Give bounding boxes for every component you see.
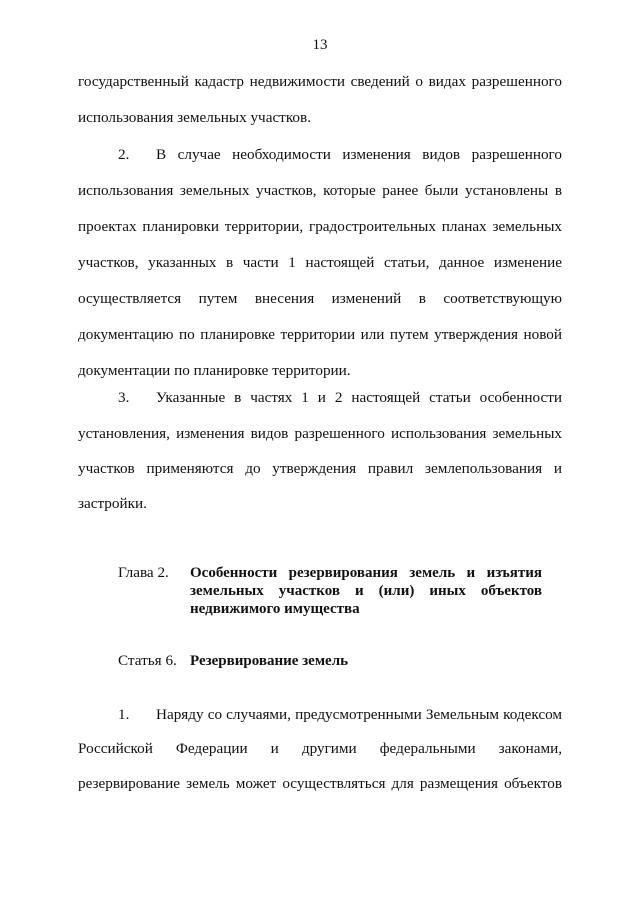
article-6-paragraph-1-first-line	[78, 706, 562, 724]
chapter-title-line: недвижимого имущества	[190, 601, 360, 617]
chapter-title-line: земельных участков и (или) иных объектов	[190, 583, 542, 599]
paragraph-line: документацию по планировке территории или путем утверждения новой	[78, 326, 562, 343]
article-label: Статья 6.	[118, 652, 177, 669]
paragraph-2-number: 2.	[118, 146, 130, 163]
paragraph-2-first-line	[78, 146, 562, 164]
paragraph-line: использования земельных участков, которые ранее были установлены в	[78, 182, 562, 199]
paragraph-line: установления, изменения видов разрешенного использования земельных	[78, 425, 562, 442]
paragraph-3-first-line	[78, 389, 562, 407]
paragraph-line: осуществляется путем внесения изменений в соответствующую	[78, 290, 562, 307]
paragraph-line: участков, указанных в части 1 настоящей статьи, данное изменение	[78, 254, 562, 271]
paragraph-line: Указанные в частях 1 и 2 настоящей статьи особенности	[156, 389, 562, 406]
paragraph-line: участков применяются до утверждения правил землепользования и	[78, 460, 562, 477]
paragraph-3-number: 3.	[118, 389, 130, 406]
chapter-title-line: Особенности резервирования земель и изъятия	[190, 565, 542, 581]
chapter-label: Глава 2.	[118, 564, 169, 581]
paragraph-line: государственный кадастр недвижимости сведений о видах разрешенного	[78, 73, 562, 90]
paragraph-line: документации по планировке территории.	[78, 362, 351, 379]
paragraph-line: использования земельных участков.	[78, 109, 311, 126]
article-title: Резервирование земель	[190, 653, 349, 669]
paragraph-line: проектах планировки территории, градостроительных планах земельных	[78, 218, 562, 235]
paragraph-line: застройки.	[78, 495, 147, 512]
paragraph-line: Наряду со случаями, предусмотренными Земельным кодексом	[156, 706, 562, 723]
article-6-paragraph-1-number: 1.	[118, 706, 130, 723]
paragraph-line: резервирование земель может осуществляться для размещения объектов	[78, 775, 562, 792]
page-number: 13	[312, 37, 328, 53]
paragraph-line: В случае необходимости изменения видов разрешенного	[156, 146, 562, 163]
paragraph-line: Российской Федерации и другими федеральными законами,	[78, 740, 562, 757]
